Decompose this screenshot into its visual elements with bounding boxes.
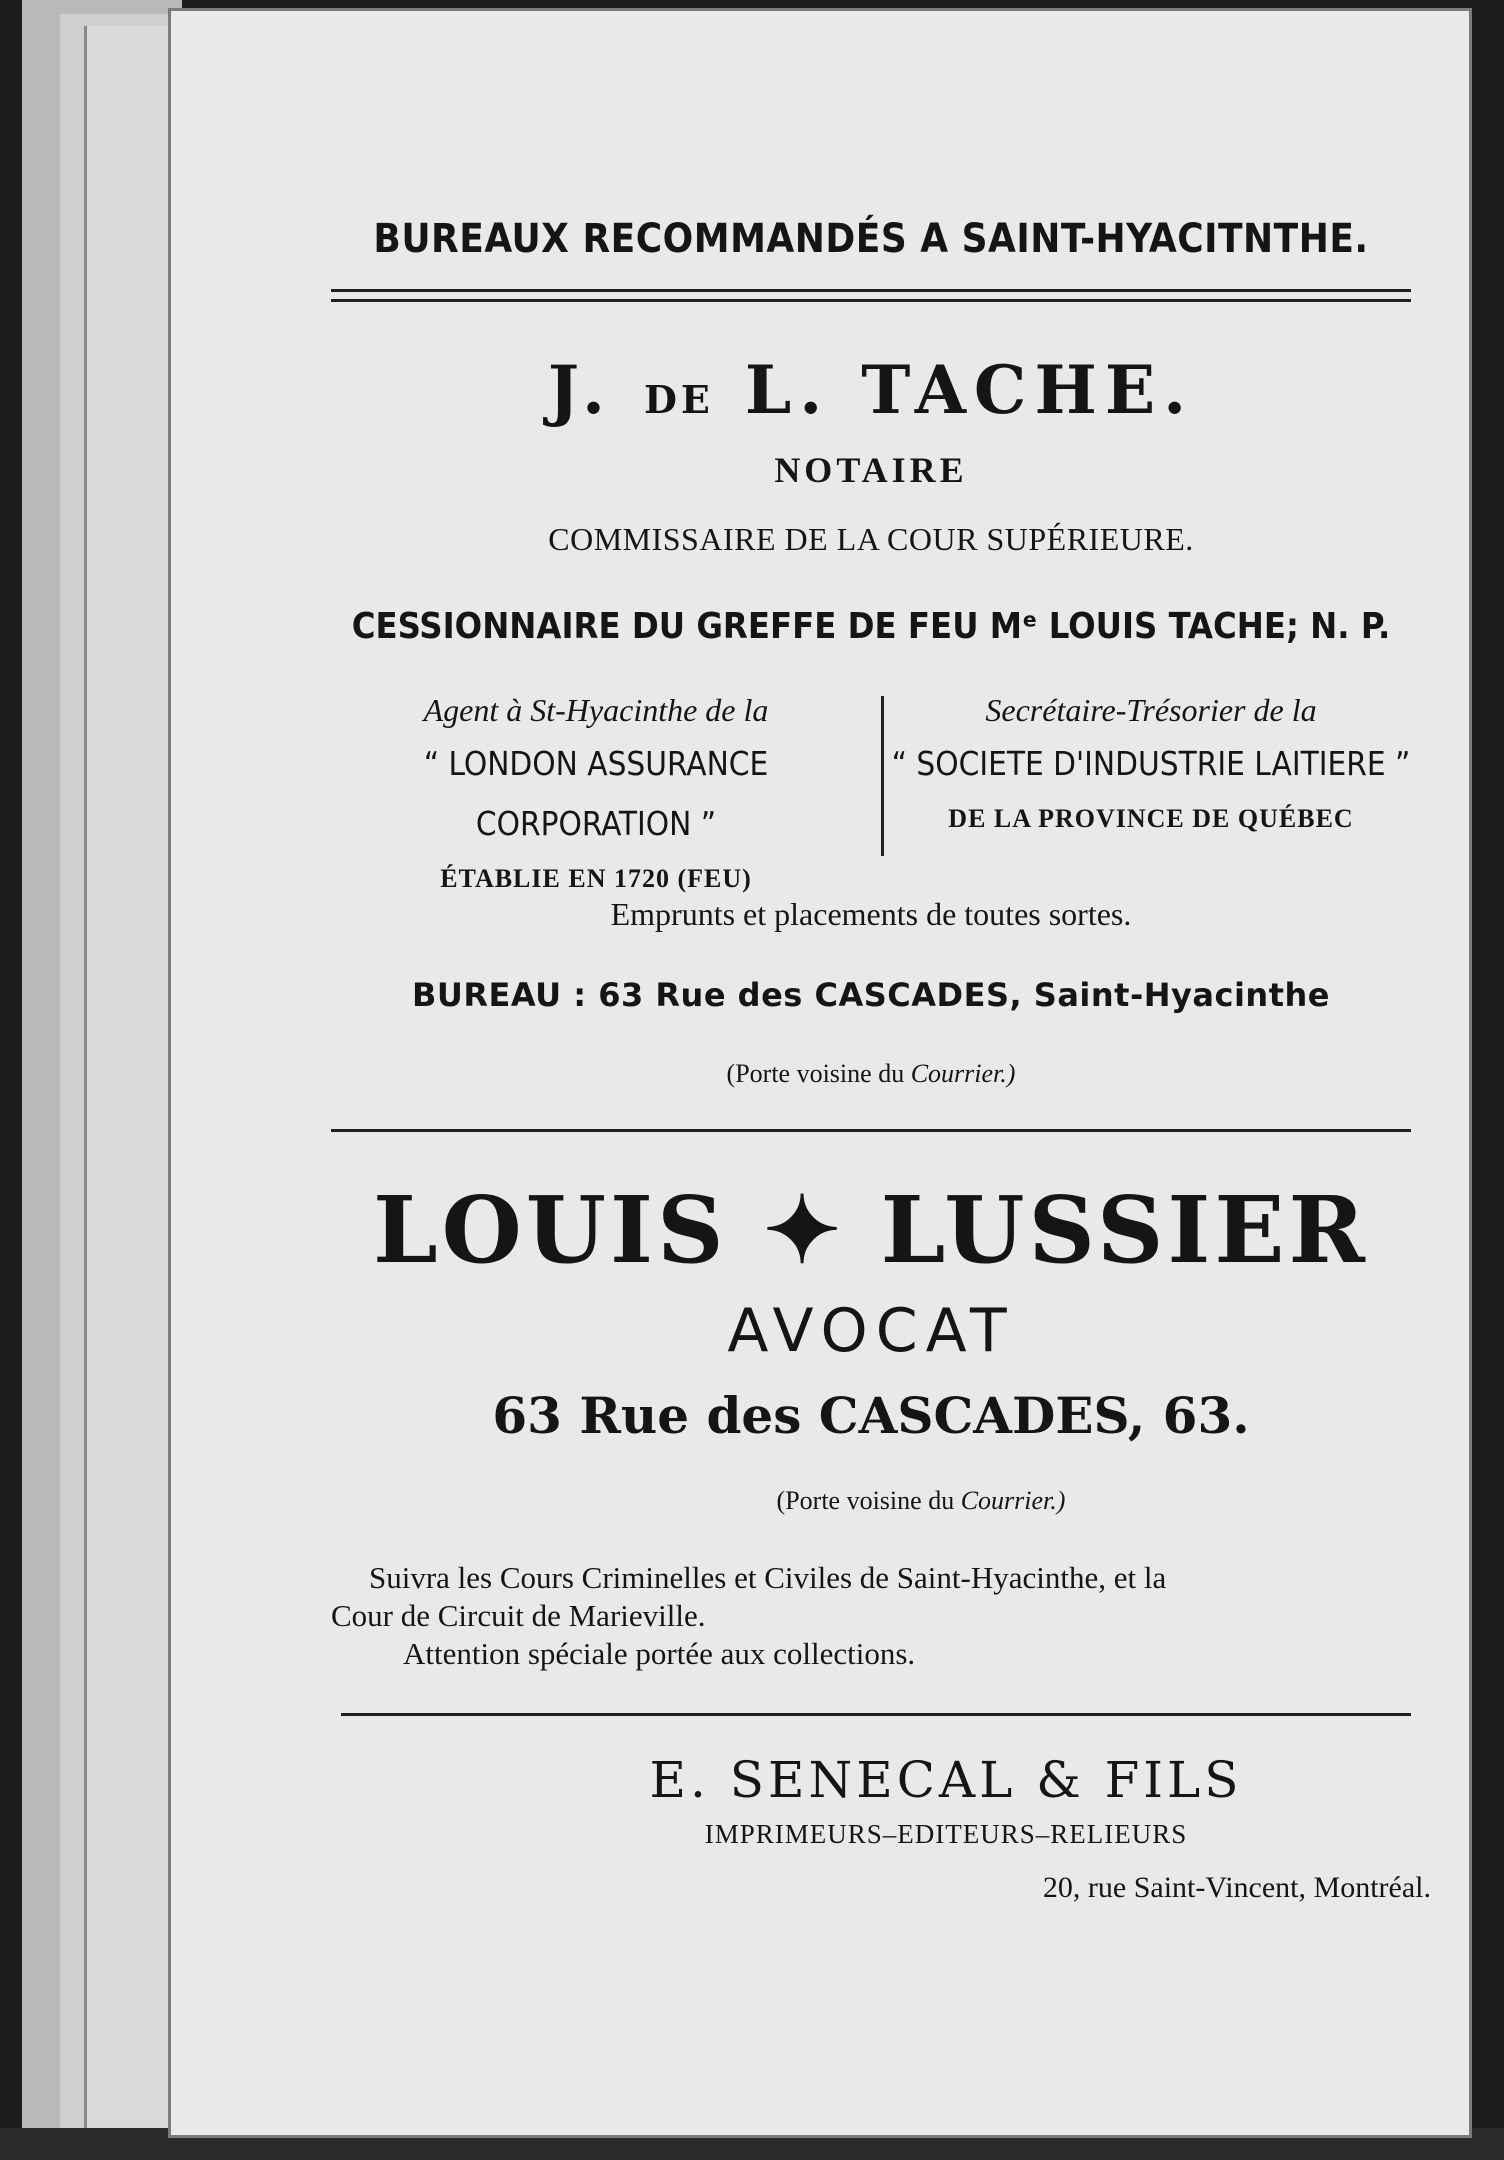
column-divider — [881, 696, 884, 856]
page-heading: BUREAUX RECOMMANDÉS A SAINT-HYACITNTHE. — [373, 216, 1369, 262]
tache-name-particle: DE — [643, 377, 714, 422]
lussier-line2: Cour de Circuit de Marieville. — [331, 1598, 706, 1633]
lussier-name: LOUIS ✦ LUSSIER — [372, 1176, 1370, 1284]
tache-commissaire: COMMISSAIRE DE LA COUR SUPÉRIEURE. — [548, 521, 1194, 557]
lussier-porte-courrier: Courrier.) — [960, 1486, 1066, 1515]
senecal-name: E. SENECAL & FILS — [649, 1751, 1243, 1809]
tache-name — [331, 351, 1411, 429]
tache-right-column — [886, 686, 1416, 844]
lussier-description — [331, 1559, 1411, 1673]
section-rule-1 — [331, 1129, 1411, 1132]
tache-porte-voisine — [331, 1059, 1411, 1089]
lussier-porte-prefix: (Porte voisine du — [776, 1486, 955, 1515]
left-col-line1: Agent à St-Hyacinthe de la — [423, 692, 769, 728]
heading-rule-top — [331, 289, 1411, 292]
right-col-line2: “ SOCIETE D'INDUSTRIE LAITIERE ” — [891, 744, 1411, 783]
tache-emprunts: Emprunts et placements de toutes sortes. — [610, 896, 1132, 932]
tache-name-prefix: J. — [547, 351, 613, 429]
tache-name-main: L. TACHE. — [744, 351, 1195, 429]
right-col-line1: Secrétaire-Trésorier de la — [985, 692, 1317, 728]
left-col-line3: ÉTABLIE EN 1720 (FEU) — [440, 864, 752, 893]
lussier-porte-voisine — [471, 1486, 1371, 1516]
right-col-line3: DE LA PROVINCE DE QUÉBEC — [948, 804, 1354, 833]
tache-porte-prefix: (Porte voisine du — [726, 1059, 905, 1088]
advertisement-page — [168, 8, 1472, 2138]
heading-rule-bottom — [331, 299, 1411, 302]
tache-porte-courrier: Courrier.) — [910, 1059, 1016, 1088]
senecal-trades: IMPRIMEURS–EDITEURS–RELIEURS — [704, 1819, 1188, 1849]
senecal-address: 20, rue Saint-Vincent, Montréal. — [1042, 1871, 1431, 1904]
section-rule-2 — [341, 1713, 1411, 1716]
tache-left-column — [331, 686, 861, 904]
tache-cessionnaire: CESSIONNAIRE DU GREFFE DE FEU Mᵉ LOUIS TACHE; N. P. — [351, 606, 1391, 647]
lussier-address: 63 Rue des CASCADES, 63. — [492, 1386, 1250, 1445]
lussier-line1: Suivra les Cours Criminelles et Civiles de Saint-Hyacinthe, et la — [369, 1560, 1167, 1595]
left-col-line2: “ LONDON ASSURANCE CORPORATION ” — [423, 744, 769, 843]
tache-bureau-address: BUREAU : 63 Rue des CASCADES, Saint-Hyacinthe — [412, 976, 1330, 1014]
tache-title: NOTAIRE — [774, 450, 968, 490]
lussier-title: AVOCAT — [727, 1296, 1015, 1366]
lussier-line3: Attention spéciale portée aux collections. — [403, 1636, 916, 1671]
